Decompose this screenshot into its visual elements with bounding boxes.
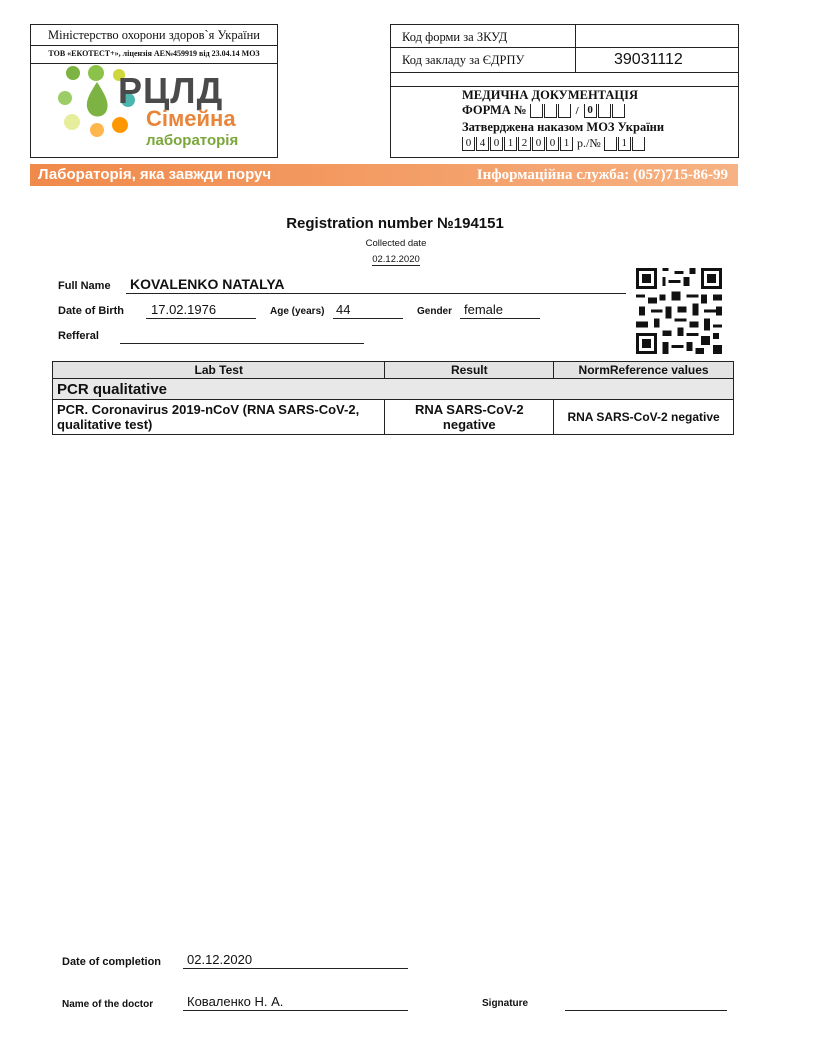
collected-date-label: Collected date bbox=[365, 238, 427, 249]
cell-reference: RNA SARS-CoV-2 negative bbox=[554, 400, 734, 435]
order-no-digit bbox=[604, 137, 617, 151]
completion-label: Date of completion bbox=[62, 956, 162, 968]
order-digit: 1 bbox=[560, 137, 573, 151]
order-no-digit bbox=[632, 137, 645, 151]
order-digit: 0 bbox=[462, 137, 475, 151]
form-digit: 0 bbox=[584, 104, 597, 118]
collected-date-value: 02.12.2020 bbox=[372, 254, 420, 265]
cell-test: PCR. Coronavirus 2019-nCoV (RNA SARS-CoV-2, qualitative test) bbox=[53, 400, 385, 435]
header-result: Result bbox=[385, 362, 554, 379]
form-number-line bbox=[462, 103, 626, 118]
order-digit: 0 bbox=[546, 137, 559, 151]
license-line: ТОВ «ЕКОТЕСТ+», ліцензія АЕ№459919 від 23.04.14 МОЗ bbox=[31, 45, 277, 64]
qr-code-icon bbox=[636, 268, 722, 354]
gender-value: female bbox=[464, 302, 504, 317]
table-section-row bbox=[53, 379, 734, 400]
signature-line bbox=[565, 1010, 727, 1011]
slogan-band bbox=[30, 164, 738, 186]
info-phone: Інформаційна служба: (057)715-86-99 bbox=[476, 167, 728, 183]
logo-brand: РЦЛД bbox=[118, 70, 224, 111]
header-reference: NormReference values bbox=[554, 362, 734, 379]
order-digit: 0 bbox=[490, 137, 503, 151]
edrpou-label: Код закладу за ЄДРПУ bbox=[402, 53, 525, 67]
order-suffix: р./№ bbox=[577, 136, 601, 150]
full-name-label: Full Name bbox=[58, 280, 111, 292]
age-value: 44 bbox=[336, 302, 351, 317]
completion-date: 02.12.2020 bbox=[187, 952, 253, 967]
form-number-label: ФОРМА № bbox=[462, 103, 527, 117]
doctor-label: Name of the doctor bbox=[62, 999, 154, 1010]
section-title: PCR qualitative bbox=[53, 379, 734, 400]
cell-result: RNA SARS-CoV-2 negative bbox=[385, 400, 554, 435]
logo-subtitle-1: Сімейна bbox=[146, 106, 236, 131]
age-label: Age (years) bbox=[270, 306, 325, 317]
registration-number: Registration number №194151 bbox=[286, 215, 504, 232]
referral-label: Refferal bbox=[58, 330, 99, 342]
form-digit bbox=[558, 104, 571, 118]
order-no-digit: 1 bbox=[618, 137, 631, 151]
results-table bbox=[52, 361, 734, 435]
form-digit bbox=[530, 104, 543, 118]
dob-value: 17.02.1976 bbox=[151, 302, 217, 317]
form-digit bbox=[612, 104, 625, 118]
doctor-name: Коваленко Н. А. bbox=[187, 994, 284, 1009]
slogan-text: Лабораторія, яка завжди поруч bbox=[38, 166, 272, 183]
header-lab-test: Lab Test bbox=[53, 362, 385, 379]
collected-date bbox=[0, 254, 792, 265]
logo-subtitle-2: лабораторія bbox=[146, 132, 239, 149]
med-doc-title: МЕДИЧНА ДОКУМЕНТАЦІЯ bbox=[462, 88, 639, 102]
form-digit: / bbox=[575, 105, 579, 117]
gender-label: Gender bbox=[417, 306, 453, 317]
table-header-row bbox=[53, 362, 734, 379]
order-digit: 0 bbox=[532, 137, 545, 151]
form-digit bbox=[598, 104, 611, 118]
approved-by: Затверджена наказом МОЗ України bbox=[462, 120, 665, 134]
table-row bbox=[53, 400, 734, 435]
full-name-value: KOVALENKO NATALYA bbox=[130, 276, 285, 292]
form-digit bbox=[544, 104, 557, 118]
order-digit: 2 bbox=[518, 137, 531, 151]
edrpou-value: 39031112 bbox=[614, 51, 683, 68]
dob-label: Date of Birth bbox=[58, 305, 124, 317]
order-digit: 4 bbox=[476, 137, 489, 151]
order-digit: 1 bbox=[504, 137, 517, 151]
order-number-line bbox=[462, 136, 646, 151]
zkud-label: Код форми за ЗКУД bbox=[402, 30, 508, 44]
ministry-line: Міністерство охорони здоров`я України bbox=[31, 25, 277, 46]
signature-label: Signature bbox=[482, 998, 529, 1009]
